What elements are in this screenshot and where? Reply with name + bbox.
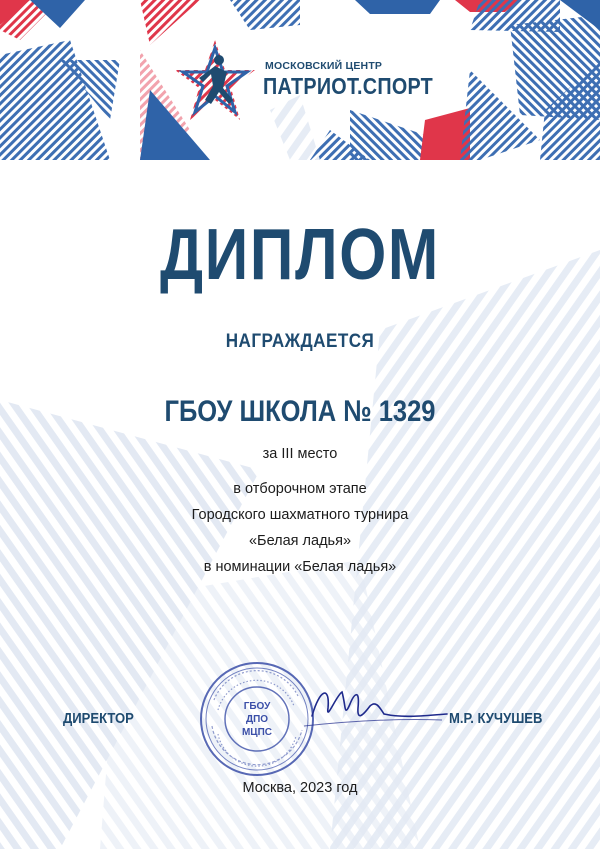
recipient-name: ГБОУ ШКОЛА № 1329 — [164, 395, 436, 428]
official-stamp-icon — [198, 660, 316, 778]
logo — [175, 38, 435, 130]
logo-subtitle: МОСКОВСКИЙ ЦЕНТР — [265, 60, 383, 72]
city-year: Москва, 2023 год — [242, 780, 358, 796]
signature-icon — [302, 678, 452, 738]
description-line-4: в номинации «Белая ладья» — [203, 559, 397, 575]
description-line-1: в отборочном этапе — [233, 481, 367, 497]
place-text: за III место — [262, 446, 338, 462]
logo-title: ПАТРИОТ.СПОРТ — [263, 73, 433, 99]
signer-role: ДИРЕКТОР — [63, 711, 134, 727]
awarded-label: НАГРАЖДАЕТСЯ — [225, 331, 375, 352]
description-line-2: Городского шахматного турнира — [191, 507, 409, 523]
svg-text:ГБОУ: ГБОУ — [243, 701, 271, 712]
svg-text:ДПО: ДПО — [245, 714, 269, 725]
star-runner-icon — [175, 38, 255, 130]
signer-name: М.Р. КУЧУШЕВ — [449, 711, 543, 727]
description-line-3: «Белая ладья» — [248, 533, 352, 549]
svg-text:МЦПС: МЦПС — [241, 727, 273, 738]
diploma-title: ДИПЛОМ — [160, 215, 440, 295]
